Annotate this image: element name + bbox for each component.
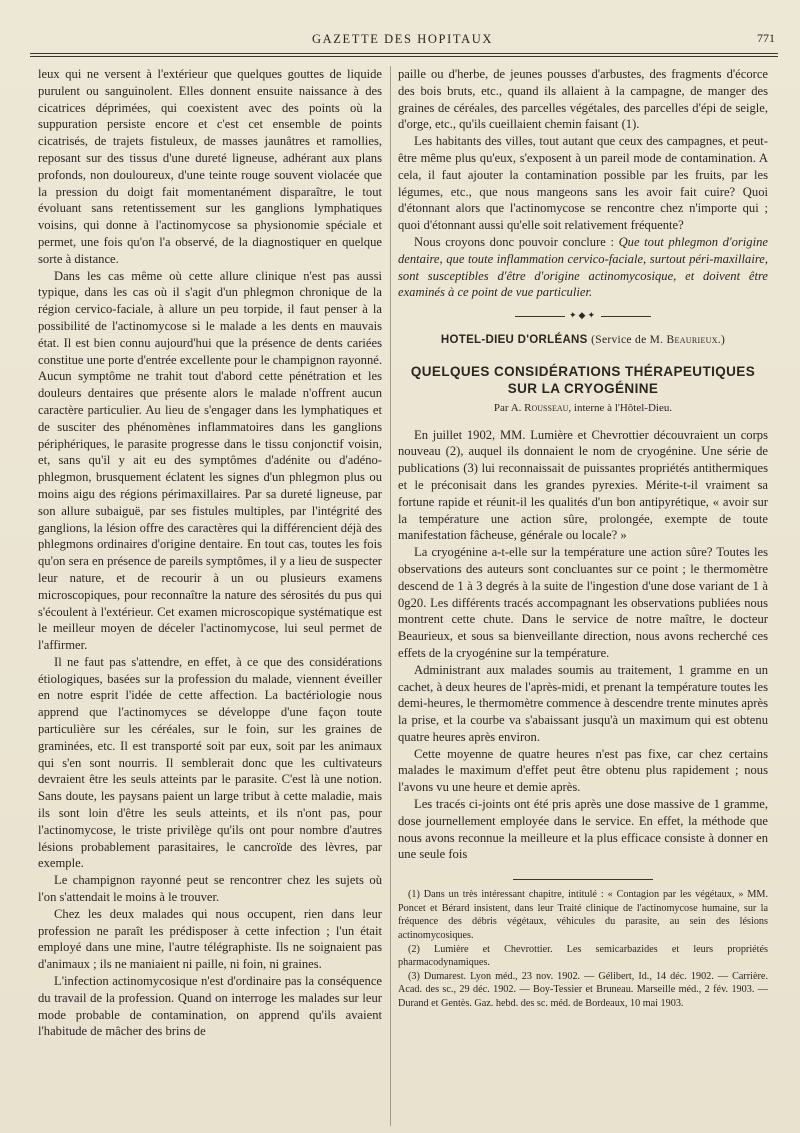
paragraph: Il ne faut pas s'attendre, en effet, à ce que des considérations étiologiques, basées sur la profession du malade, viennent éveiller en notre esprit l'idée de cette affection. La bactériologie nous apprend que l'actinomyces se développe d'une façon toute particulière sur les céréales, sur le foin, sur les graines de graminées, etc. Il est transporté soit par eux, soit par les animaux qui s'en sont nourris. Il semblerait donc que les cultivateurs devraient être les seuls atteints par le parasite. C'est là une notion. Sans doute, les paysans paient un large tribut à cette maladie, mais ils sont loin d'être les seuls atteints, et ils n'ont pas, pour l'actinomycose, le triste privilège qu'ils ont pour nombre d'autres lésions probablement parasitaires, le cancroïde des lèvres, par exemple. bbox=[38, 654, 382, 871]
conclusion-paragraph bbox=[398, 234, 768, 301]
paragraph: leux qui ne versent à l'extérieur que quelques gouttes de liquide purulent ou sanguinolent. Elles donnent ensuite naissance à des cicatrices déprimées, qui coexistent avec des points où la suppuration persiste encore et c'est cet ensemble de points cicatrisés, de trajets fistuleux, de masses jaunâtres et ramollies, reposant sur des tissus d'une dureté ligneuse, adhérant aux plans profonds, non douloureux, d'une teinte rouge souvent violacée que la pression du doigt fait momentanément disparaître, le tout évoluant sans retentissement sur les ganglions lymphatiques voisins, qui donne à l'actinomycose sa physionomie spéciale et permet, une fois qu'on l'a observé, de la diagnostiquer en quelque sorte à distance. bbox=[38, 67, 382, 266]
footnotes bbox=[398, 888, 768, 1010]
article-title-line: SUR LA CRYOGÉNINE bbox=[507, 380, 659, 396]
hospital-service: (Service de M. Beaurieux.) bbox=[591, 333, 726, 346]
hospital-heading bbox=[398, 332, 768, 349]
section-ornament: ✦◆✦ bbox=[398, 307, 768, 324]
paragraph: Les habitants des villes, tout autant que ceux des campagnes, et peut-être même plus qu'eux, s'exposent à un pareil mode de contamination. A cela, il faut ajouter la contamination possible par les fruits, par les légumes, etc., que nous mangeons sans les avoir fait cuire? Quoi d'étonnant alors que l'actinomycose se rencontre chez n'importe qui ; quoi d'étonnant aussi qu'elle soit relativement fréquente? bbox=[398, 134, 768, 233]
right-column bbox=[398, 66, 768, 1011]
footnote: (2) Lumière et Chevrottier. Les semicarbazides et leurs propriétés pharmacodynamiques. bbox=[398, 943, 768, 969]
article-title bbox=[398, 363, 768, 397]
header-rule-secondary bbox=[30, 56, 778, 57]
footnote: (3) Dumarest. Lyon méd., 23 nov. 1902. — Gélibert, Id., 14 déc. 1902. — Carrière. Acad. des sc., 29 déc. 1902. — Boy-Tessier et Bruneau. Marseille méd., 2 fév. 1903. — Durand et Gentès. Gaz. hebd. des sc. méd. de Bordeaux, 10 mai 1903. bbox=[398, 970, 768, 1010]
conclusion-italic: Que tout phlegmon d'origine dentaire, que toute inflammation cervico-faciale, surtout péri-maxillaire, sont susceptibles d'être d'origine actinomycosique, et doivent être examinés à ce point de vue particulier. bbox=[398, 234, 768, 300]
conclusion-lead: Nous croyons donc pouvoir conclure : bbox=[414, 234, 619, 249]
running-title: GAZETTE DES HOPITAUX bbox=[312, 32, 493, 46]
header-rule bbox=[30, 53, 778, 54]
paragraph: Chez les deux malades qui nous occupent, rien dans leur profession ne paraît les prédisposer à cette infection ; l'un était employé dans une mine, l'autre télégraphiste. Ils ne soignaient pas d'animaux ; ils ne maniaient ni paille, ni foin, ni graines. bbox=[38, 906, 382, 972]
footnote-rule bbox=[513, 879, 653, 880]
paragraph: Administrant aux malades soumis au traitement, 1 gramme en un cachet, à deux heures de l'après-midi, et prenant la température toutes les demi-heures, le thermomètre commence à descendre trente minutes après la prise, et la courbe va s'abaissant jusqu'à un maximum qui est obtenu quatre heures après environ. bbox=[398, 662, 768, 744]
paragraph: Les tracés ci-joints ont été pris après une dose massive de 1 gramme, dose journellement employée dans le service. En effet, la méthode que nous avons reconnue la meilleure et la plus efficace consiste à donner en une seule fois bbox=[398, 797, 768, 862]
paragraph: La cryogénine a-t-elle sur la température une action sûre? Toutes les observations des auteurs sont concluantes sur ce point ; le thermomètre descend de 1 à 3 degrés à la suite de l'ingestion d'une dose variant de 1 à 0g20. Les différents tracés accompagnant les observations publiées nous montrent cette chute. Dans le service de notre maître, le docteur Beaurieux, et sous sa bienveillante direction, nous avons recherché ces effets de la cryogénine sur la température. bbox=[398, 545, 768, 660]
paragraph: L'infection actinomycosique n'est d'ordinaire pas la conséquence du travail de la profession. Quand on interroge les malades sur leur mode probable de contamination, on apprend qu'ils avaient l'habitude de mâcher des brins de bbox=[38, 974, 382, 1039]
column-divider bbox=[390, 66, 391, 1126]
page-number: 771 bbox=[757, 31, 775, 45]
paragraph: Dans les cas même où cette allure clinique n'est pas aussi typique, dans les cas où il s'agit d'un phlegmon chronique de la région cervico-faciale, à allure un peu torpide, il faut penser à la possibilité de l'actinomycose si le malade a les dents en mauvais état. Il est bien connu aujourd'hui que la présence de dents cariées constitue une porte d'entrée excellente pour le champignon rayonné. Aucun symptôme ne trahit tout d'abord cette pénétration et les douleurs dentaires que présente alors le malade n'offrent aucun caractère particulier. Au lieu de s'engager dans les lymphatiques et de susciter des phénomènes inflammatoires dans les ganglions périphériques, le parasite progresse dans le tissu conjonctif voisin, et, sans qu'il y ait eu des symptômes d'adénite ou d'adéno-phlegmon, brusquement éclatent les signes d'un phlegmon plus ou moins aigu des régions périmaxillaires. Par sa dureté ligneuse, par son allure subaiguë, par ses fistules multiples, par l'intégrité des ganglions, la lésion offre des caractères qui la différencient déjà des phlegmons ordinaires d'origine dentaire. En tout cas, toutes les fois qu'on sera en présence de pareils symptômes, il y a lieu de suspecter leur nature, et de recourir à un ou plusieurs examens microscopiques, pour reconnaître la nature des sérosités du pus qui s'écoulent à l'extérieur. Cet examen microscopique systématique est le meilleur moyen de déceler l'actinomycose, lui seul permet de l'affirmer. bbox=[38, 268, 382, 653]
paragraph: Cette moyenne de quatre heures n'est pas fixe, car chez certains malades le maximum d'effet peut être obtenu plus rapidement ; nous l'avons vu une heure et demie après. bbox=[398, 746, 768, 795]
paragraph: paille ou d'herbe, de jeunes pousses d'arbustes, des fragments d'écorce des bois bruts, etc., quand ils allaient à la campagne, de manger des graines de céréales, des parcelles végétales, des parcelles d'épi de seigle, d'orge, etc., qu'ils cueillaient chemin faisant (1). bbox=[398, 67, 768, 132]
article-title-line: QUELQUES CONSIDÉRATIONS THÉRAPEUTIQUES bbox=[410, 363, 756, 379]
running-head bbox=[30, 32, 775, 50]
left-column bbox=[38, 66, 382, 1040]
article-author: Par A. Rousseau, interne à l'Hôtel-Dieu. bbox=[493, 401, 673, 414]
footnote: (1) Dans un très intéressant chapitre, intitulé : « Contagion par les végétaux, » MM. Poncet et Bérard insistent, dans leur Traité clinique de l'actinomycose humaine, sur la fréquence des débris végétaux, véhicules du parasite, au sein des lésions actinomycosiques. bbox=[398, 889, 768, 942]
paragraph: En juillet 1902, MM. Lumière et Chevrottier découvraient un corps nouveau (2), auquel ils donnaient le nom de cryogénine. Une série de publications (3) lui reconnaissait de puissantes propriétés antithermiques et le préconisait dans les grandes pyrexies. Mérite-t-il vraiment sa fortune rapide et réunit-il les qualités d'un bon antipyrétique, « avoir sur la température une action sûre, prolongée, exempte de toute manifestation fâcheuse, générale ou locale? » bbox=[398, 427, 768, 543]
hospital-name: HOTEL-DIEU D'ORLÉANS bbox=[440, 333, 588, 346]
paragraph: Le champignon rayonné peut se rencontrer chez les sujets où l'on s'attendait le moins à le trouver. bbox=[38, 873, 382, 905]
